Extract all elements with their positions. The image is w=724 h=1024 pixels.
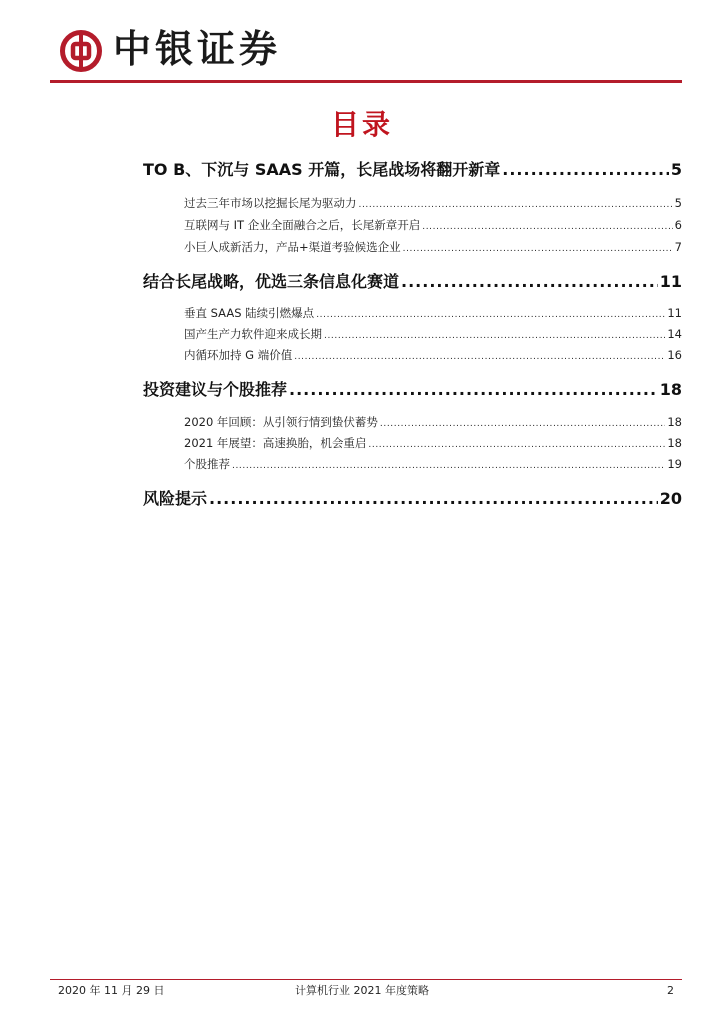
toc-entry-page: 7 [674,240,682,254]
toc-entry-subsection[interactable] [184,435,682,451]
toc-entry-section[interactable] [143,377,682,400]
toc-entry-text: 个股推荐 [184,457,230,471]
toc-leader-dots [209,489,658,508]
toc-entry-text: 投资建议与个股推荐 [143,380,288,399]
toc-entry-page: 20 [659,489,682,508]
toc-entry-page: 18 [667,436,682,450]
toc-entry-text: 风险提示 [143,489,208,508]
toc-entry-text: 结合长尾战略，优选三条信息化赛道 [143,272,400,291]
toc-entry-page: 19 [667,457,682,471]
footer-divider [50,979,682,980]
toc-entry-text: 国产生产力软件迎来成长期 [184,327,322,341]
toc-leader-dots [232,461,665,471]
toc-entry-page: 11 [667,306,682,320]
toc-entry-subsection[interactable] [184,305,682,321]
footer-page-number: 2 [667,984,674,997]
toc-entry-text: 2020 年回顾：从引领行情到蛰伏蓄势 [184,415,378,429]
toc-entry-page: 14 [667,327,682,341]
toc-entry-text: 2021 年展望：高速换胎，机会重启 [184,436,367,450]
toc-entry-page: 11 [659,272,682,291]
toc-leader-dots [380,419,665,429]
toc-entry-subsection[interactable] [184,414,682,430]
toc-entry-page: 18 [659,380,682,399]
toc-entry-page: 5 [674,196,682,210]
toc-entry-text: 小巨人成新活力，产品+渠道考验候选企业 [184,240,401,254]
toc-entry-page: 16 [667,348,682,362]
toc-title: 目录 [330,108,393,141]
toc-leader-dots [294,352,665,362]
toc-leader-dots [422,222,672,232]
toc-entry-text: 互联网与 IT 企业全面融合之后，长尾新章开启 [184,218,421,232]
toc-entry-subsection[interactable] [184,217,682,233]
toc-leader-dots [401,272,658,291]
toc-entry-subsection[interactable] [184,195,682,211]
footer-report-title: 计算机行业 2021 年度策略 [295,984,429,997]
toc-entry-text: TO B、下沉与 SAAS 开篇，长尾战场将翻开新章 [143,160,501,179]
footer-date: 2020 年 11 月 29 日 [58,984,165,997]
toc-entry-subsection[interactable] [184,347,682,363]
toc-leader-dots [502,160,669,179]
toc-entry-text: 过去三年市场以挖掘长尾为驱动力 [184,196,357,210]
toc-entry-subsection[interactable] [184,456,682,472]
brand-name: 中银证券 [113,26,282,71]
toc-entry-page: 5 [670,160,682,179]
toc-entry-subsection[interactable] [184,326,682,342]
toc-entry-text: 垂直 SAAS 陆续引燃爆点 [184,306,315,320]
toc-entry-section[interactable] [143,486,682,509]
toc-entry-page: 6 [674,218,682,232]
toc-entry-subsection[interactable] [184,239,682,255]
toc-leader-dots [368,440,665,450]
toc-leader-dots [359,200,673,210]
toc-entry-section[interactable] [143,157,682,180]
toc-leader-dots [403,244,673,254]
toc-entry-section[interactable] [143,269,682,292]
toc-leader-dots [316,310,665,320]
toc-leader-dots [324,331,665,341]
toc-entry-page: 18 [667,415,682,429]
toc-entry-text: 内循环加持 G 端价值 [184,348,293,362]
toc-leader-dots [289,380,658,399]
